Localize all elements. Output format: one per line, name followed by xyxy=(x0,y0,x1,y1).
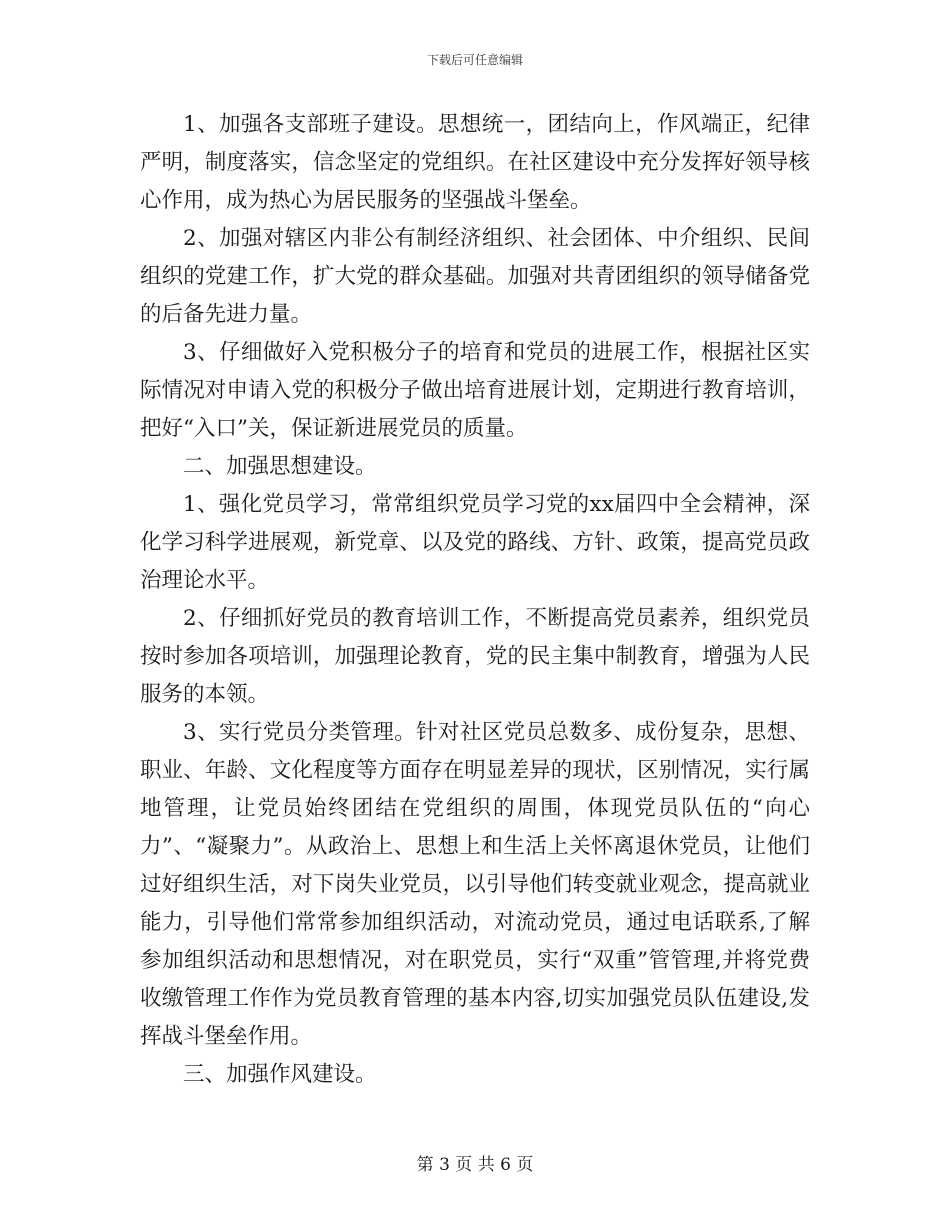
paragraph-classification: 3、实行党员分类管理。针对社区党员总数多、成份复杂，思想、职业、年龄、文化程度等方面存在明显差异的现状，区别情况，实行属地管理，让党员始终团结在党组织的周围，体现党员队伍的“向心力”、“凝聚力”。从政治上、思想上和生活上关怀离退休党员，让他们过好组织生活，对下岗失业党员，以引导他们转变就业观念，提高就业能力，引导他们常常参加组织活动，对流动党员，通过电话联系,了解参加组织活动和思想情况，对在职党员，实行“双重”管管理,并将党费收缴管理工作作为党员教育管理的基本内容,切实加强党员队伍建设,发挥战斗堡垒作用。 xyxy=(140,720,810,1049)
paragraph-training: 2、仔细抓好党员的教育培训工作，不断提高党员素养，组织党员按时参加各项培训，加强理论教育，党的民主集中制教育，增强为人民服务的本领。 xyxy=(140,606,810,707)
page-header: 下载后可任意编辑 xyxy=(426,53,523,67)
paragraph-activists: 3、仔细做好入党积极分子的培育和党员的进展工作，根据社区实际情况对申请入党的积极分子做出培育进展计划，定期进行教育培训，把好“入口”关，保证新进展党员的质量。 xyxy=(140,340,810,441)
paragraph-branch-building: 1、加强各支部班子建设。思想统一，团结向上，作风端正，纪律严明，制度落实，信念坚定的党组织。在社区建设中充分发挥好领导核心作用，成为热心为居民服务的坚强战斗堡垒。 xyxy=(140,112,810,213)
section-heading-style: 三、加强作风建设。 xyxy=(183,1062,377,1087)
paragraph-study: 1、强化党员学习，常常组织党员学习党的xx届四中全会精神，深化学习科学进展观，新党章、以及党的路线、方针、政策，提高党员政治理论水平。 xyxy=(140,492,810,593)
section-heading-ideology: 二、加强思想建设。 xyxy=(183,454,377,479)
paragraph-nonpublic-org: 2、加强对辖区内非公有制经济组织、社会团体、中介组织、民间组织的党建工作，扩大党的群众基础。加强对共青团组织的领导储备党的后备先进力量。 xyxy=(140,226,810,327)
document-body xyxy=(140,106,810,1094)
page-number: 第 3 页 共 6 页 xyxy=(416,1155,534,1175)
